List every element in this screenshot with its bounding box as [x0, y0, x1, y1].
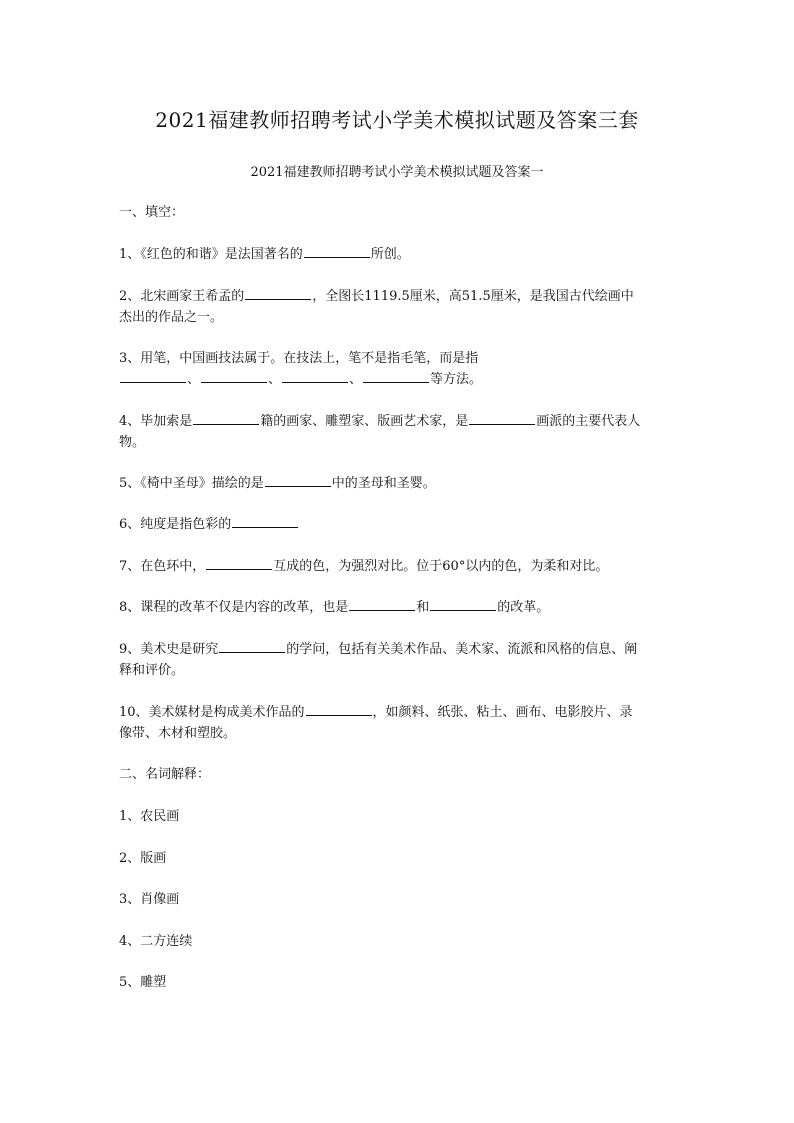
- answer-blank[interactable]: [201, 369, 267, 383]
- question-2: 2、北宋画家王希孟的 ，全图长1119.5厘米，高51.5厘米，是我国古代绘画中 杰出的作品之一。: [119, 286, 689, 328]
- question-5: 5、《椅中圣母》描绘的是 中的圣母和圣婴。: [119, 473, 689, 494]
- answer-blank[interactable]: [206, 556, 272, 570]
- section-heading-term-definition: 二、名词解释：: [119, 767, 211, 782]
- answer-blank[interactable]: [282, 369, 348, 383]
- question-4: 4、毕加索是 籍的画家、雕塑家、版画艺术家，是 画派的主要代表人 物。: [119, 411, 689, 453]
- answer-blank[interactable]: [363, 369, 429, 383]
- term-item: 3、肖像画: [119, 892, 180, 907]
- answer-blank[interactable]: [120, 369, 186, 383]
- question-7: 7、在色环中， 互成的色，为强烈对比。位于60°以内的色，为柔和对比。: [119, 556, 689, 577]
- question-1: 1、《红色的和谐》是法国著名的 所创。: [119, 244, 689, 265]
- question-9: 9、美术史是研究 的学问，包括有关美术作品、美术家、流派和风格的信息、阐 释和评价。: [119, 639, 689, 681]
- document-subtitle: 2021福建教师招聘考试小学美术模拟试题及答案一: [250, 165, 544, 180]
- answer-blank[interactable]: [219, 639, 285, 653]
- question-6: 6、纯度是指色彩的: [119, 514, 689, 535]
- term-item: 2、版画: [119, 851, 167, 866]
- term-item: 4、二方连续: [119, 934, 193, 949]
- answer-blank[interactable]: [469, 411, 535, 425]
- answer-blank[interactable]: [232, 514, 298, 528]
- answer-blank[interactable]: [193, 411, 259, 425]
- answer-blank[interactable]: [349, 597, 415, 611]
- term-item: 5、雕塑: [119, 975, 167, 990]
- answer-blank[interactable]: [265, 473, 331, 487]
- question-8: 8、课程的改革不仅是内容的改革，也是 和 的改革。: [119, 597, 689, 618]
- question-10: 10、美术媒材是构成美术作品的 ，如颜料、纸张、粘土、画布、电影胶片、录 像带、木材和塑胶。: [119, 702, 689, 744]
- question-3: 3、用笔，中国画技法属于。在技法上，笔不是指毛笔，而是指 、 、 、 等方法。: [119, 351, 483, 387]
- answer-blank[interactable]: [304, 244, 370, 258]
- answer-blank[interactable]: [430, 597, 496, 611]
- document-title: 2021福建教师招聘考试小学美术模拟试题及答案三套: [155, 108, 639, 132]
- section-heading-fill-blank: 一、填空：: [119, 205, 185, 220]
- answer-blank[interactable]: [245, 286, 311, 300]
- term-item: 1、农民画: [119, 809, 180, 824]
- answer-blank[interactable]: [306, 702, 372, 716]
